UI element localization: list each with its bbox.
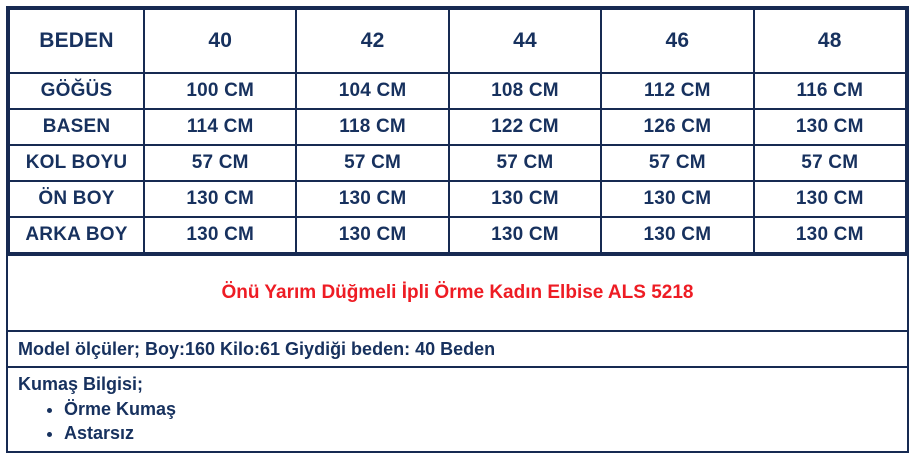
- cell-basen-44: 122 CM: [449, 109, 601, 145]
- chart-frame: [6, 6, 909, 453]
- cell-arka-boy-48: 130 CM: [754, 217, 906, 253]
- header-cell-size-48: 48: [754, 9, 906, 73]
- header-cell-beden: BEDEN: [9, 9, 144, 73]
- cell-kol-boyu-44: 57 CM: [449, 145, 601, 181]
- size-table: [8, 8, 907, 254]
- cell-arka-boy-46: 130 CM: [601, 217, 753, 253]
- cell-on-boy-46: 130 CM: [601, 181, 753, 217]
- row-label-arka-boy: ARKA BOY: [9, 217, 144, 253]
- cell-gogus-46: 112 CM: [601, 73, 753, 109]
- model-measurements-note: Model ölçüler; Boy:160 Kilo:61 Giydiği beden: 40 Beden: [8, 332, 907, 368]
- list-item: • Astarsız: [64, 423, 907, 444]
- table-row: [9, 217, 906, 253]
- cell-on-boy-48: 130 CM: [754, 181, 906, 217]
- row-label-basen: BASEN: [9, 109, 144, 145]
- table-row: [9, 181, 906, 217]
- cell-on-boy-40: 130 CM: [144, 181, 296, 217]
- table-row: [9, 73, 906, 109]
- header-cell-size-40: 40: [144, 9, 296, 73]
- cell-arka-boy-42: 130 CM: [296, 217, 448, 253]
- cell-kol-boyu-40: 57 CM: [144, 145, 296, 181]
- row-label-kol-boyu: KOL BOYU: [9, 145, 144, 181]
- cell-arka-boy-44: 130 CM: [449, 217, 601, 253]
- cell-kol-boyu-48: 57 CM: [754, 145, 906, 181]
- cell-on-boy-42: 130 CM: [296, 181, 448, 217]
- cell-kol-boyu-46: 57 CM: [601, 145, 753, 181]
- product-title: Önü Yarım Düğmeli İpli Örme Kadın Elbise ALS 5218: [8, 254, 907, 332]
- row-label-gogus: GÖĞÜS: [9, 73, 144, 109]
- row-label-on-boy: ÖN BOY: [9, 181, 144, 217]
- cell-gogus-40: 100 CM: [144, 73, 296, 109]
- header-cell-size-42: 42: [296, 9, 448, 73]
- cell-kol-boyu-42: 57 CM: [296, 145, 448, 181]
- fabric-info-block: [8, 368, 907, 451]
- cell-arka-boy-40: 130 CM: [144, 217, 296, 253]
- cell-gogus-44: 108 CM: [449, 73, 601, 109]
- header-cell-size-46: 46: [601, 9, 753, 73]
- fabric-info-heading: Kumaş Bilgisi;: [18, 374, 144, 394]
- cell-basen-42: 118 CM: [296, 109, 448, 145]
- cell-basen-48: 130 CM: [754, 109, 906, 145]
- list-item: • Örme Kumaş: [64, 399, 907, 420]
- cell-basen-40: 114 CM: [144, 109, 296, 145]
- cell-gogus-48: 116 CM: [754, 73, 906, 109]
- table-header-row: [9, 9, 906, 73]
- cell-basen-46: 126 CM: [601, 109, 753, 145]
- table-row: [9, 145, 906, 181]
- table-row: [9, 109, 906, 145]
- fabric-info-list: [18, 399, 907, 444]
- cell-gogus-42: 104 CM: [296, 73, 448, 109]
- header-cell-size-44: 44: [449, 9, 601, 73]
- cell-on-boy-44: 130 CM: [449, 181, 601, 217]
